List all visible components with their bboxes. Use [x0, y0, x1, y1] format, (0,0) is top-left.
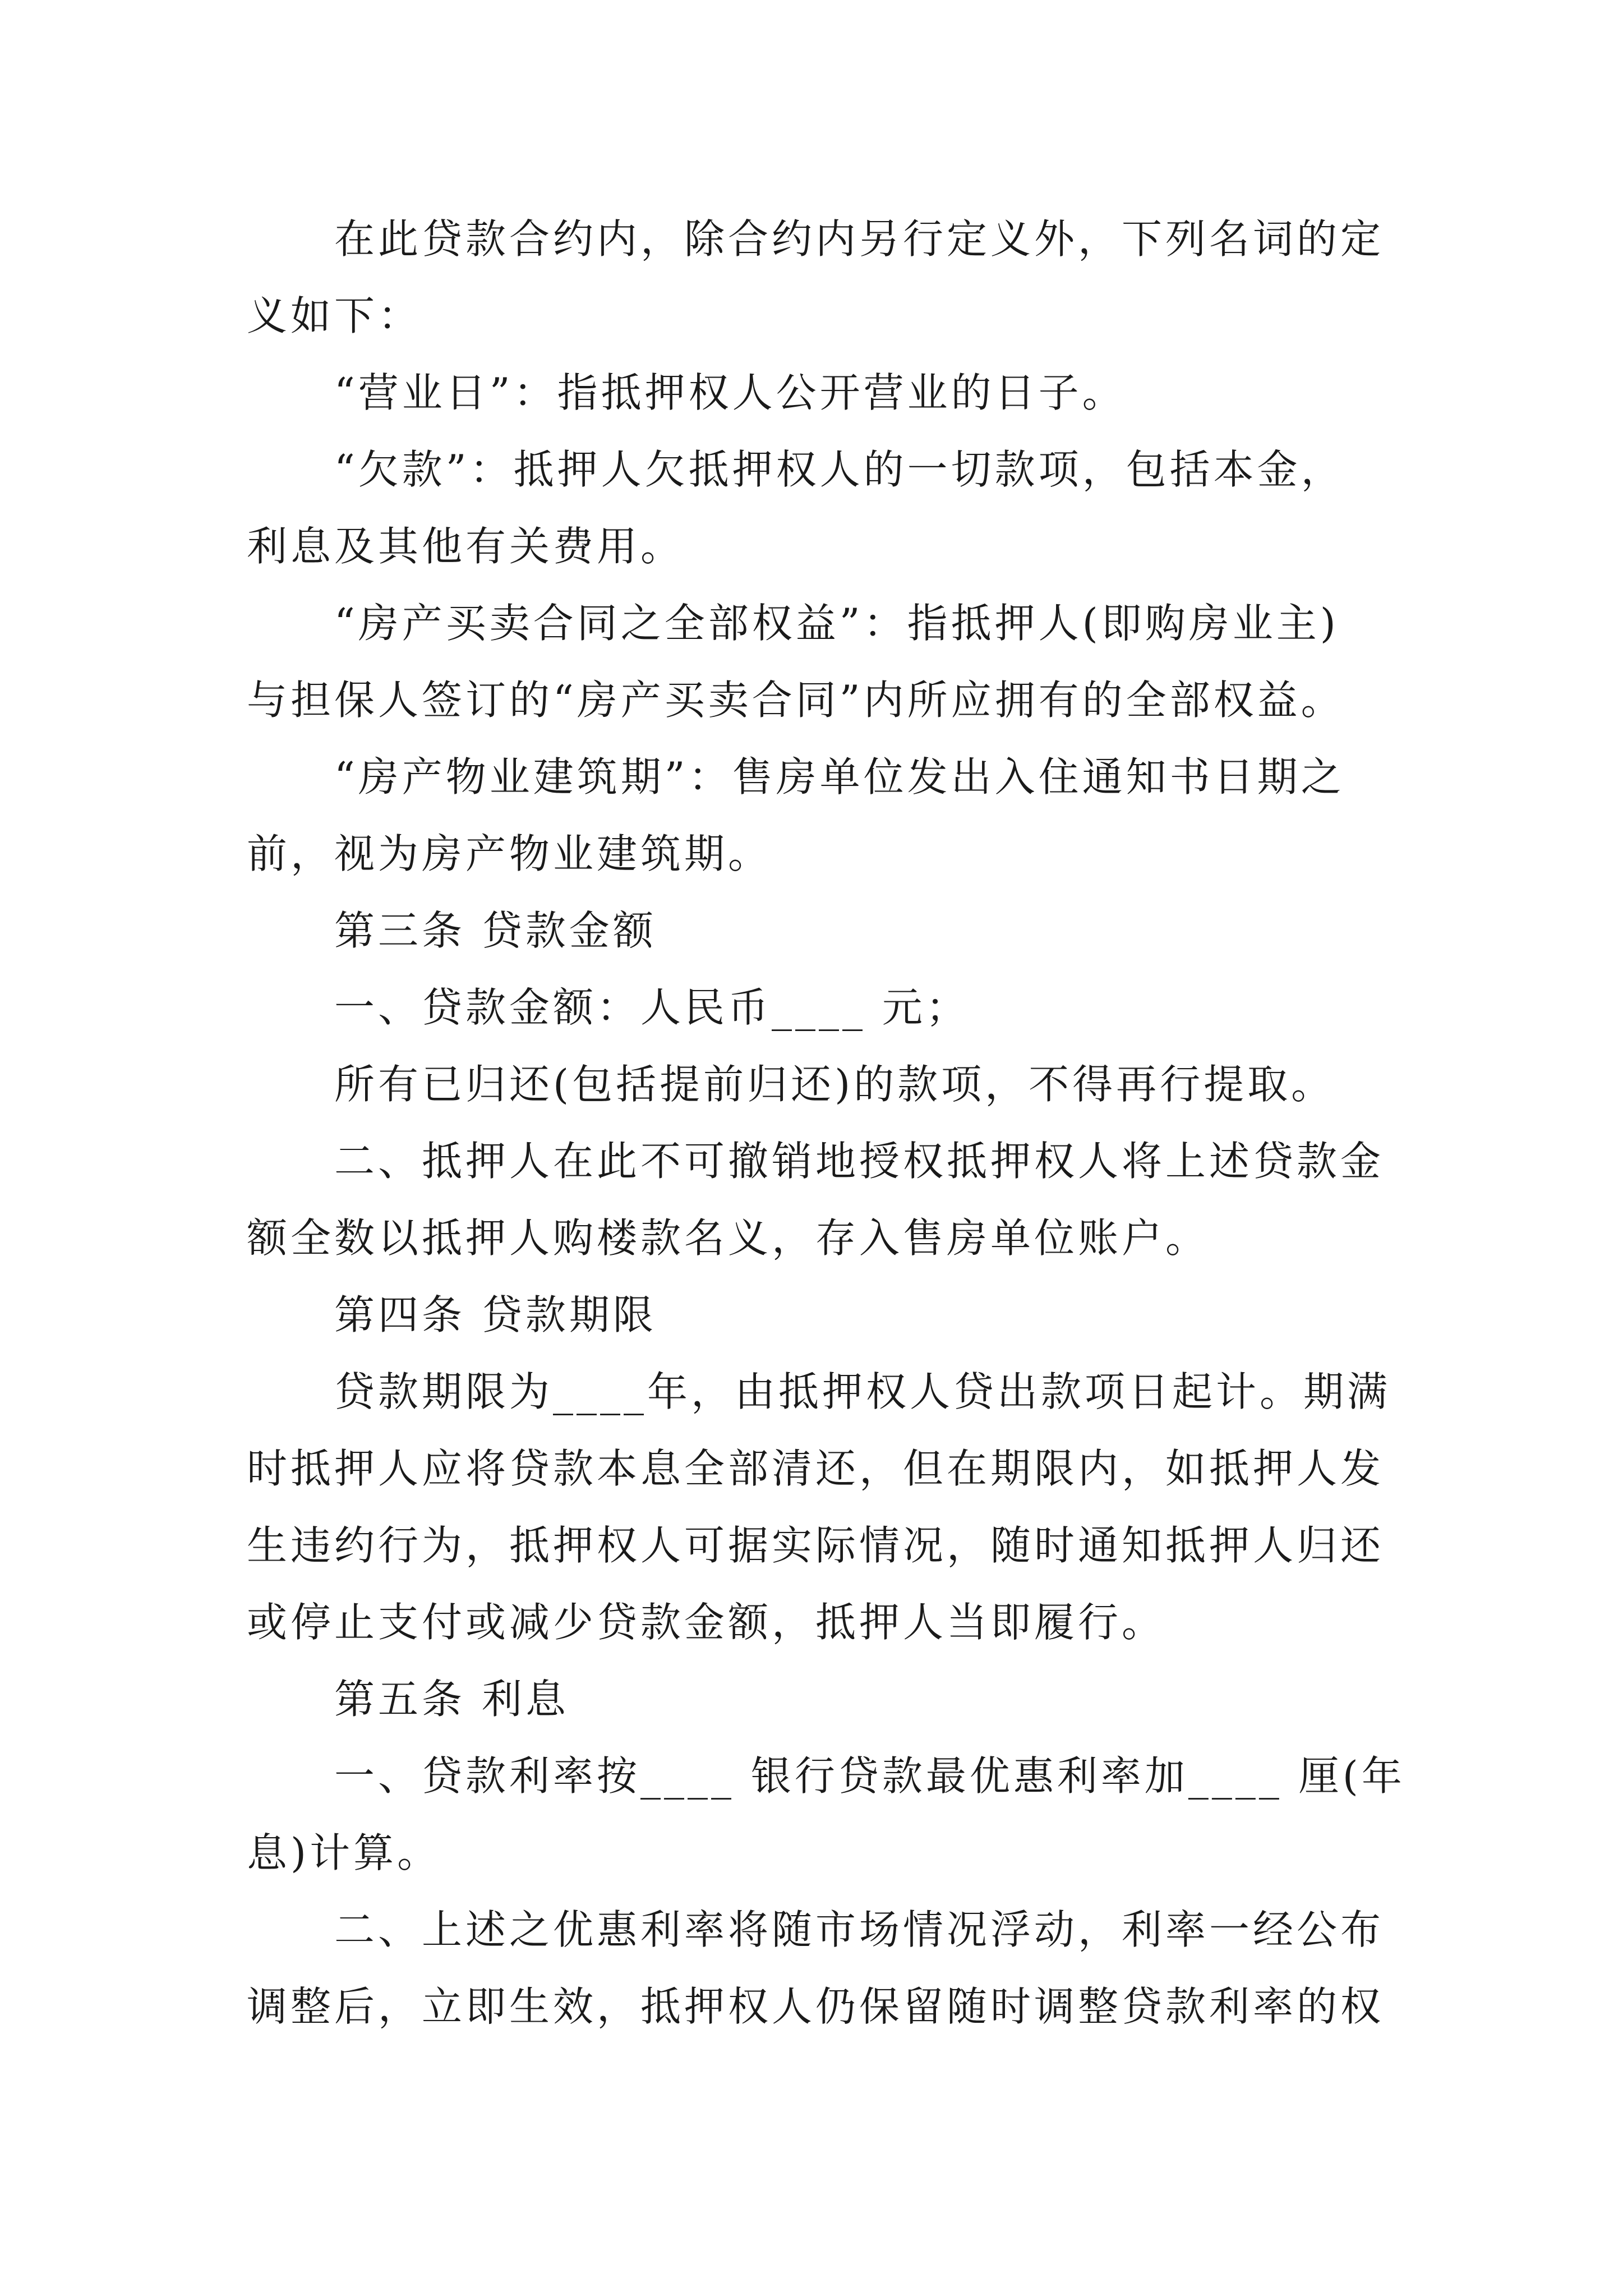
text-line: 调整后，立即生效，抵押权人仍保留随时调整贷款利率的权: [247, 1983, 1385, 2030]
text-line: 义如下：: [247, 292, 422, 339]
text-line: 二、抵押人在此不可撤销地授权抵押权人将上述贷款金: [334, 1138, 1385, 1185]
text-line: 第四条 贷款期限: [334, 1291, 657, 1338]
text-line: 额全数以抵押人购楼款名义，存入售房单位账户。: [247, 1214, 1210, 1262]
text-line: 与担保人签订的“房产买卖合同”内所应拥有的全部权益。: [247, 677, 1345, 724]
text-line: 或停止支付或减少贷款金额，抵押人当即履行。: [247, 1599, 1166, 1646]
text-line: “营业日”：指抵押权人公开营业的日子。: [334, 369, 1126, 416]
contract-text-body: [247, 201, 1405, 2045]
text-line: 贷款期限为____年，由抵押权人贷出款项日起计。期满: [334, 1368, 1391, 1415]
text-line: 利息及其他有关费用。: [247, 523, 685, 570]
text-line: “房产买卖合同之全部权益”：指抵押人(即购房业主): [334, 600, 1339, 647]
text-line: 第三条 贷款金额: [334, 907, 657, 954]
text-line: 时抵押人应将贷款本息全部清还，但在期限内，如抵押人发: [247, 1445, 1385, 1492]
text-line: 二、上述之优惠利率将随市场情况浮动，利率一经公布: [334, 1906, 1385, 1953]
text-line: 息)计算。: [247, 1829, 441, 1876]
text-line: 在此贷款合约内，除合约内另行定义外，下列名词的定: [334, 215, 1385, 263]
text-line: 一、贷款金额：人民币____ 元；: [334, 984, 970, 1031]
text-line: 前，视为房产物业建筑期。: [247, 830, 772, 877]
text-line: 第五条 利息: [334, 1676, 569, 1723]
text-line: “房产物业建筑期”：售房单位发出入住通知书日期之: [334, 753, 1345, 800]
text-line: 一、贷款利率按____ 银行贷款最优惠利率加____ 厘(年: [334, 1752, 1405, 1800]
text-line: “欠款”：抵押人欠抵押权人的一切款项，包括本金，: [334, 446, 1345, 493]
text-line: 生违约行为，抵押权人可据实际情况，随时通知抵押人归还: [247, 1522, 1385, 1569]
text-line: 所有已归还(包括提前归还)的款项，不得再行提取。: [334, 1061, 1335, 1108]
